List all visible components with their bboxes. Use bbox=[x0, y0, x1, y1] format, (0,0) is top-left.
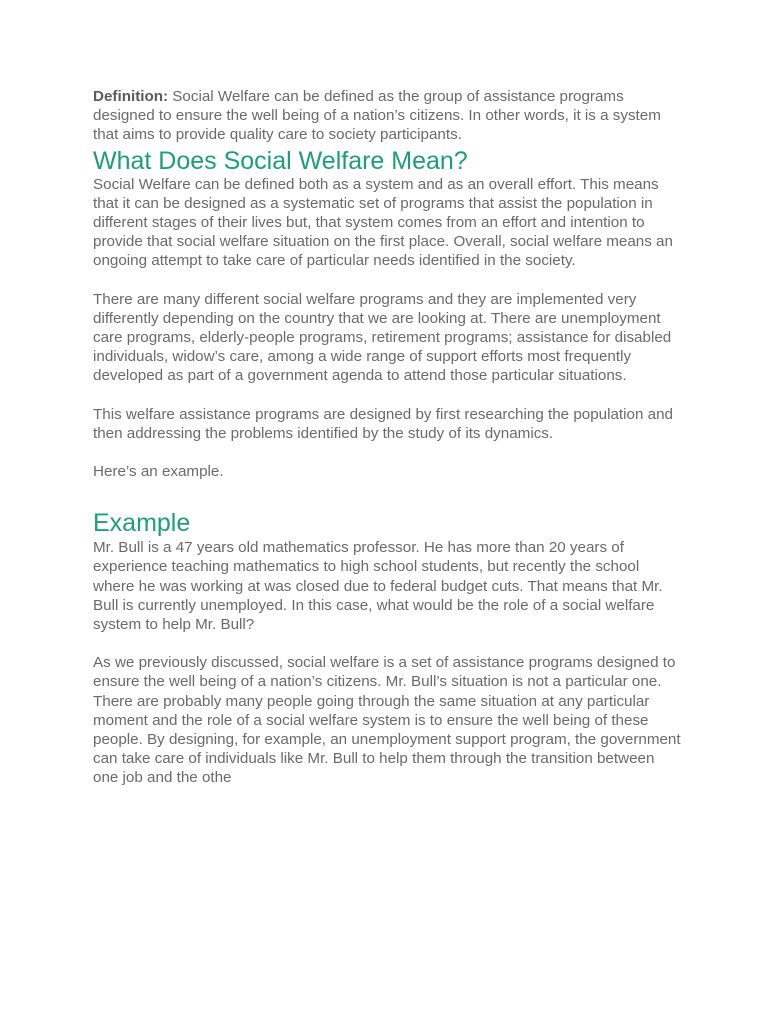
paragraph: Here’s an example. bbox=[93, 463, 224, 481]
document-page bbox=[93, 87, 683, 788]
paragraph: There are many different social welfare programs and they are implemented very differently depending on the country that we are looking at. There are unemployment care programs, elderly-people programs, retirement programs; assistance for disabled individuals, widow’s care, among a wide range of support efforts most frequently developed as part of a government agenda to attend those particular situations. bbox=[93, 290, 672, 385]
definition-label: Definition: bbox=[93, 88, 169, 105]
definition-text: Social Welfare can be defined as the group of assistance programs designed to ensure the well being of a nation’s citizens. In other words, it is a system that aims to provide quality care to society participants. bbox=[93, 88, 661, 144]
section-body-example bbox=[93, 538, 683, 787]
section-body-meaning bbox=[93, 175, 683, 482]
section-heading-meaning: What Does Social Welfare Mean? bbox=[93, 146, 468, 175]
paragraph: This welfare assistance programs are designed by first researching the population and then addressing the problems identified by the study of its dynamics. bbox=[93, 405, 673, 442]
definition-paragraph bbox=[93, 87, 683, 145]
paragraph: Mr. Bull is a 47 years old mathematics professor. He has more than 20 years of experience teaching mathematics to high school students, but recently the school where he was working at was closed due to federal budget cuts. That means that Mr. Bull is currently unemployed. In this case, what would be the role of a social welfare system to help Mr. Bull? bbox=[93, 539, 663, 634]
paragraph: Social Welfare can be defined both as a system and as an overall effort. This means that it can be designed as a systematic set of programs that assist the population in different stages of their lives but, that system comes from an effort and intention to provide that social welfare situation on the first place. Overall, social welfare means an ongoing attempt to take care of particular needs identified in the society. bbox=[93, 175, 673, 270]
section-heading-example: Example bbox=[93, 509, 191, 538]
paragraph: As we previously discussed, social welfare is a set of assistance programs designed to ensure the well being of a nation’s citizens. Mr. Bull’s situation is not a particular one. There are probably many people going through the same situation at any particular moment and the role of a social welfare system is to ensure the well being of these people. By designing, for example, an unemployment support program, the government can take care of individuals like Mr. Bull to help them through the transition between one job and the othe bbox=[93, 654, 681, 787]
